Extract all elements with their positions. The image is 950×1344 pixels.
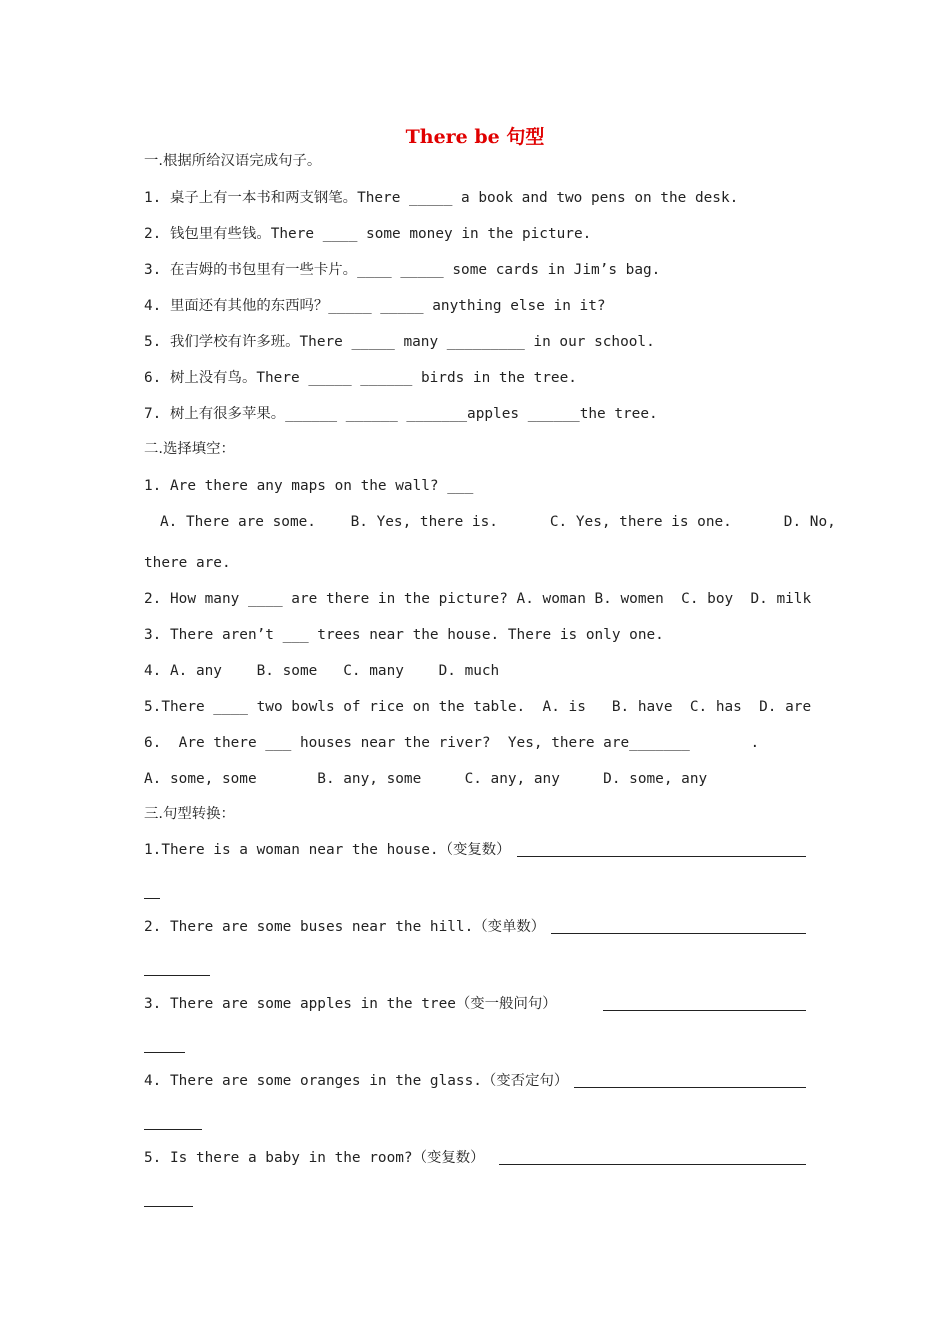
s3-item-1-text: 1.There is a woman near the house.（变复数） — [144, 842, 511, 858]
s1-item-6: 6. 树上没有鸟。There _____ ______ birds in the tree. — [144, 370, 577, 386]
s1-item-7: 7. 树上有很多苹果。______ ______ _______apples ______the tree. — [144, 406, 658, 422]
s1-item-2: 2. 钱包里有些钱。There ____ some money in the picture. — [144, 226, 592, 242]
s2-question-2: 2. How many ____ are there in the picture? A. woman B. women C. boy D. milk — [144, 591, 812, 607]
s1-item-3: 3. 在吉姆的书包里有一些卡片。____ _____ some cards in Jim’s bag. — [144, 262, 661, 278]
s3-item-2 — [144, 916, 806, 938]
s3-item-5-text: 5. Is there a baby in the room?（变复数） — [144, 1150, 485, 1166]
answer-line[interactable] — [499, 1163, 806, 1165]
s2-question-5: 5.There ____ two bowls of rice on the table. A. is B. have C. has D. are — [144, 699, 812, 715]
answer-line-cont[interactable] — [144, 897, 160, 899]
s2-question-6: 6. Are there ___ houses near the river? Yes, there are_______ . — [144, 735, 760, 751]
answer-line[interactable] — [551, 932, 806, 934]
s1-item-5: 5. 我们学校有许多班。There _____ many _________ in our school. — [144, 334, 655, 350]
s1-item-1: 1. 桌子上有一本书和两支钢笔。There _____ a book and two pens on the desk. — [144, 190, 739, 206]
answer-line[interactable] — [517, 855, 806, 857]
s3-item-3 — [144, 993, 806, 1015]
section-1-heading: 一.根据所给汉语完成句子。 — [144, 153, 322, 169]
s3-item-2-text: 2. There are some buses near the hill.（变单数） — [144, 919, 546, 935]
s3-item-1 — [144, 839, 806, 861]
s3-item-3-text: 3. There are some apples in the tree（变一般问句） — [144, 996, 557, 1012]
page-title: There be 句型 — [405, 126, 545, 148]
section-3-heading: 三.句型转换： — [144, 806, 235, 822]
s2-question-1-options-cont: there are. — [144, 555, 231, 571]
s3-item-4-text: 4. There are some oranges in the glass.（变否定句） — [144, 1073, 569, 1089]
answer-line[interactable] — [574, 1086, 806, 1088]
s2-question-1: 1. Are there any maps on the wall? ___ — [144, 478, 474, 494]
s3-item-4 — [144, 1070, 806, 1092]
s2-question-1-options: A. There are some. B. Yes, there is. C. Yes, there is one. D. No, — [160, 514, 836, 530]
section-2-heading: 二.选择填空： — [144, 441, 235, 457]
answer-line-cont[interactable] — [144, 974, 210, 976]
s1-item-4: 4. 里面还有其他的东西吗？_____ _____ anything else in it? — [144, 298, 606, 314]
answer-line[interactable] — [603, 1009, 806, 1011]
s3-item-5 — [144, 1147, 806, 1169]
s2-question-3: 3. There aren’t ___ trees near the house. There is only one. — [144, 627, 664, 643]
s2-question-6-options: A. some, some B. any, some C. any, any D. some, any — [144, 771, 708, 787]
answer-line-cont[interactable] — [144, 1128, 202, 1130]
s2-question-4: 4. A. any B. some C. many D. much — [144, 663, 500, 679]
answer-line-cont[interactable] — [144, 1051, 185, 1053]
answer-line-cont[interactable] — [144, 1205, 193, 1207]
